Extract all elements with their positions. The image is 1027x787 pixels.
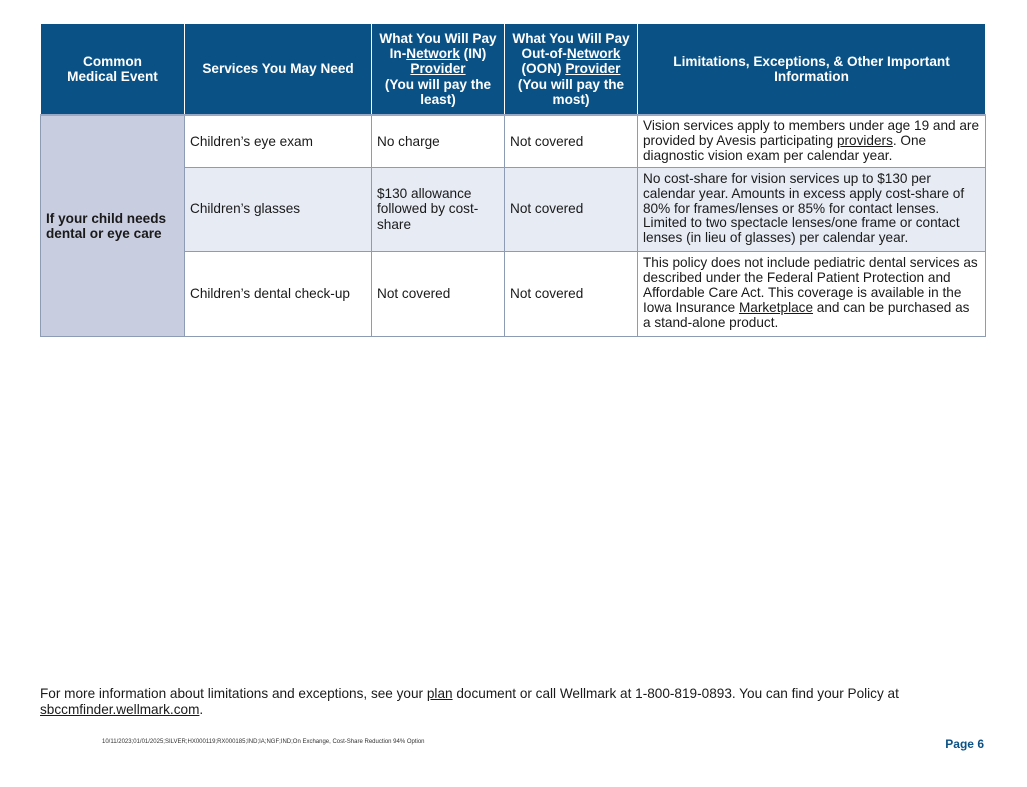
- page-number: Page 6: [945, 737, 984, 751]
- limitations-cell: [638, 115, 986, 167]
- header-oon-prefix: Out-of-: [521, 46, 567, 62]
- limitations-text: This policy does not include pediatric dental services as described under the Federal Patient Protection and Affordable Care Act. This coverage is available in the Iowa Insurance: [643, 255, 978, 315]
- plan-link[interactable]: plan: [426, 686, 453, 701]
- document-id: 10/11/2023;01/01/2025;SILVER;HX000119;RX000185;IND;IA;NGF;IND;On Exchange, Cost-Share Reduction 94% Option: [102, 739, 425, 745]
- table-header-row: [41, 24, 986, 116]
- header-oon-tail: (You will pay the most): [517, 76, 625, 107]
- limitations-text-end: and can be purchased as a stand-alone product.: [643, 299, 970, 330]
- limitations-text-end: . One diagnostic vision exam per calendar year.: [643, 132, 927, 163]
- marketplace-link[interactable]: Marketplace: [738, 299, 814, 315]
- header-limitations: Limitations, Exceptions, & Other Important Information: [638, 24, 986, 116]
- footer-text-mid: document or call Wellmark at 1-800-819-0893. You can find your Policy at: [452, 686, 899, 701]
- out-network-cell: Not covered: [505, 167, 638, 251]
- network-link[interactable]: Network: [406, 46, 460, 62]
- header-oon-mid: (OON): [521, 61, 566, 77]
- limitations-text: No cost-share for vision services up to $130 per calendar year. Amounts in excess apply cost-share of 80% for frames/lenses or 85% for contact lenses. Limited to two spectacle lenses/one frame or contact lenses (in lieu of glasses) per calendar year.: [643, 170, 965, 246]
- out-network-cell: Not covered: [505, 115, 638, 167]
- out-network-cell: Not covered: [505, 251, 638, 336]
- footer-text-end: .: [199, 702, 204, 718]
- limitations-cell: [638, 251, 986, 336]
- in-network-cell: $130 allowance followed by cost-share: [372, 167, 505, 251]
- medical-event-cell: If your child needs dental or eye care: [41, 115, 185, 336]
- in-network-cell: No charge: [372, 115, 505, 167]
- footer-note: [40, 686, 940, 719]
- header-common-medical-event: Common Medical Event: [41, 24, 185, 116]
- oon-provider-link[interactable]: Provider: [565, 61, 621, 77]
- header-services: Services You May Need: [185, 24, 372, 116]
- oon-network-link[interactable]: Network: [566, 46, 621, 62]
- header-in-mid: (IN): [459, 46, 487, 62]
- footer-text: For more information about limitations and exceptions, see your: [40, 686, 427, 701]
- providers-link[interactable]: providers: [836, 132, 893, 148]
- header-in-prefix: In-: [389, 46, 407, 62]
- table-row: [41, 115, 986, 167]
- header-oon-line1: What You Will Pay: [512, 30, 630, 46]
- service-cell: Children’s dental check-up: [185, 251, 372, 336]
- service-cell: Children’s eye exam: [185, 115, 372, 167]
- provider-link[interactable]: Provider: [410, 61, 466, 77]
- header-in-tail: (You will pay the least): [384, 76, 492, 107]
- header-in-line1: What You Will Pay: [379, 30, 497, 46]
- header-out-of-network: [505, 24, 638, 116]
- header-in-network: [372, 24, 505, 116]
- in-network-cell: Not covered: [372, 251, 505, 336]
- policy-site-link[interactable]: sbccmfinder.wellmark.com: [40, 702, 200, 718]
- service-cell: Children’s glasses: [185, 167, 372, 251]
- limitations-cell: [638, 167, 986, 251]
- limitations-text: Vision services apply to members under age 19 and are provided by Avesis participating: [643, 117, 980, 148]
- coverage-table: [40, 23, 986, 337]
